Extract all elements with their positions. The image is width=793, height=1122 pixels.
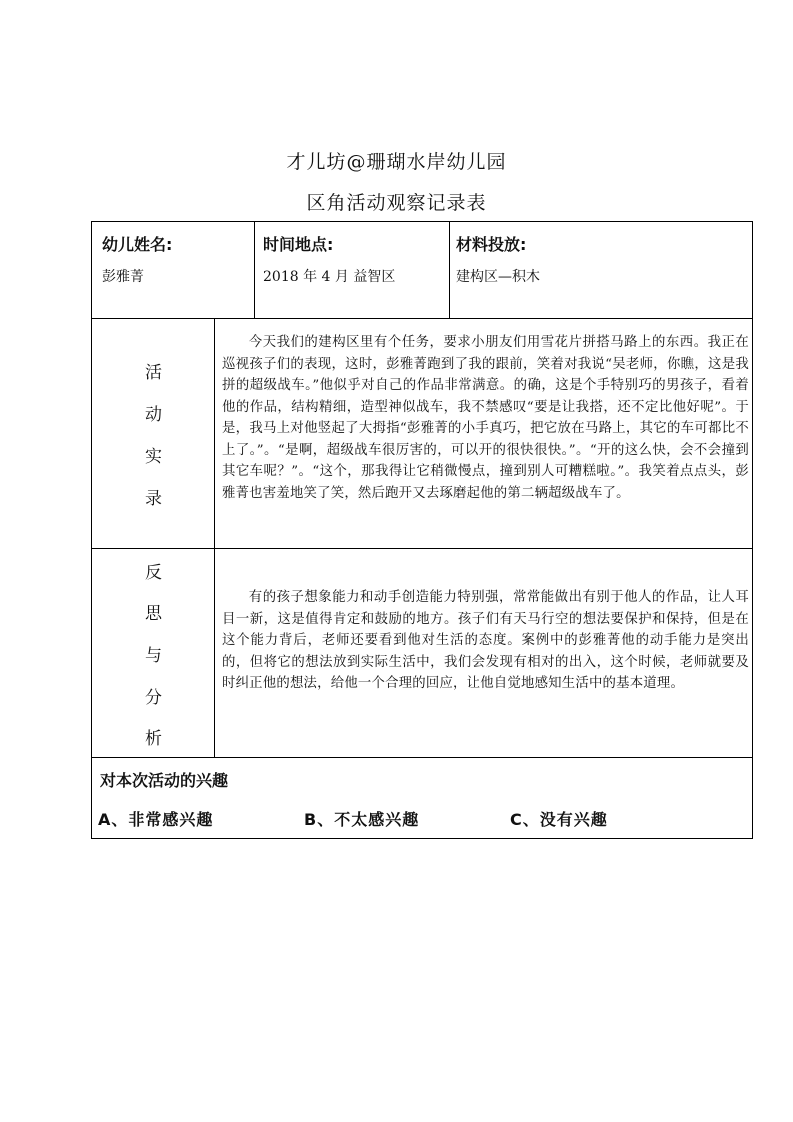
label-char: 分: [145, 688, 162, 708]
label-char: 活: [145, 363, 162, 383]
activity-record-text: 今天我们的建构区里有个任务，要求小朋友们用雪花片拼搭马路上的东西。我正在巡视孩子们的表现，这时，彭雅菁跑到了我的跟前，笑着对我说“吴老师，你瞧，这是我拼的超级战车。”他似乎对自己的作品非常满意。的确，这是个手特别巧的男孩子，看着他的作品，结构精细，造型神似战车，我不禁感叹“要是让我搭，还不定比他好呢”。于是，我马上对他竖起了大拇指“彭雅菁的小手真巧，把它放在马路上，其它的车可都比不上了。”。“是啊，超级战车很厉害的，可以开的很快很快。”。“开的这么快，会不会撞到其它车呢？”。“这个，那我得让它稍微慢点，撞到别人可糟糕啦。”。我笑着点点头，彭雅菁也害羞地笑了笑，然后跑开又去琢磨起他的第二辆超级战车了。: [222, 335, 749, 501]
child-name-cell: [92, 222, 255, 318]
label-char: 实: [145, 447, 162, 467]
child-name-value: 彭雅菁: [102, 269, 144, 285]
materials-value: 建构区—积木: [456, 269, 540, 285]
label-char: 反: [145, 563, 162, 583]
activity-record-row: [92, 318, 752, 549]
label-char: 动: [145, 405, 162, 425]
form-title: 区角活动观察记录表: [306, 192, 487, 214]
time-place-value: 2018 年 4 月 益智区: [263, 269, 396, 285]
label-char: 析: [145, 729, 162, 749]
info-row: [92, 222, 752, 319]
time-place-cell: [255, 222, 450, 318]
child-name-label: 幼儿姓名:: [102, 235, 173, 254]
observation-record-table: [91, 221, 753, 839]
materials-cell: [450, 222, 752, 318]
interest-option-c[interactable]: C、没有兴趣: [510, 810, 608, 829]
reflection-label: [92, 548, 215, 757]
interest-option-b[interactable]: B、不太感兴趣: [304, 810, 420, 829]
reflection-row: [92, 548, 752, 758]
label-char: 与: [145, 646, 162, 666]
interest-option-a[interactable]: A、非常感兴趣: [98, 810, 214, 829]
materials-label: 材料投放:: [456, 235, 527, 254]
reflection-text: 有的孩子想象能力和动手创造能力特别强，常常能做出有别于他人的作品，让人耳目一新，这是值得肯定和鼓励的地方。孩子们有天马行空的想法要保护和保持，但是在这个能力背后，老师还要看到他对生活的态度。案例中的彭雅菁他的动手能力是突出的，但将它的想法放到实际生活中，我们会发现有相对的出入，这个时候，老师就要及时纠正他的想法，给他一个合理的回应，让他自觉地感知生活中的基本道理。: [222, 590, 749, 691]
interest-title: 对本次活动的兴趣: [100, 771, 229, 790]
interest-row: [92, 757, 752, 838]
label-char: 思: [145, 604, 162, 624]
time-place-label: 时间地点:: [263, 235, 334, 254]
activity-record-label: [92, 318, 215, 548]
school-title: 才儿坊@珊瑚水岸幼儿园: [286, 151, 507, 173]
label-char: 录: [145, 489, 162, 509]
